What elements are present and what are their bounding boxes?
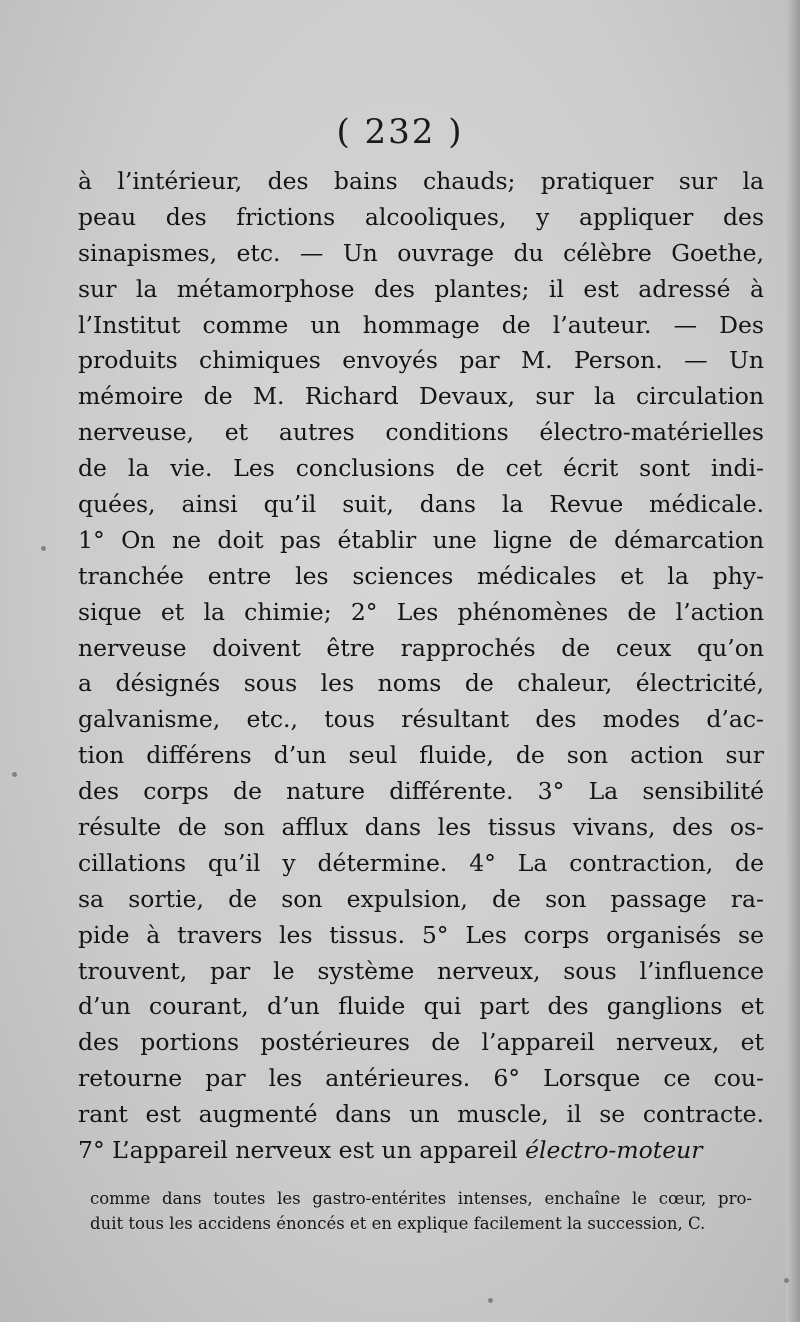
text-line: sinapismes, etc. — Un ouvrage du célèbre Goethe,	[78, 238, 764, 267]
text-line: de la vie. Les conclusions de cet écrit sont indi-	[78, 454, 764, 483]
text-line: trouvent, par le système nerveux, sous l’influence	[78, 956, 764, 985]
text-line: rant est augmenté dans un muscle, il se contracte.	[78, 1100, 764, 1129]
text-line: résulte de son afflux dans les tissus vivans, des os-	[78, 813, 764, 842]
text-line: sique et la chimie; 2° Les phénomènes de l’action	[78, 597, 764, 626]
text-line: tranchée entre les sciences médicales et la phy-	[78, 561, 764, 590]
footnote-line: comme dans toutes les gastro-entérites intenses, enchaîne le cœur, pro-	[90, 1189, 752, 1208]
text-line: peau des frictions alcooliques, y appliquer des	[78, 202, 764, 231]
last-line-text: 7° L’appareil nerveux est un appareil	[78, 1136, 526, 1165]
text-line: mémoire de M. Richard Devaux, sur la circulation	[78, 382, 764, 411]
text-line: tion différens d’un seul fluide, de son action sur	[78, 741, 764, 770]
text-line: nerveuse doivent être rapprochés de ceux qu’on	[78, 633, 764, 662]
text-line: pide à travers les tissus. 5° Les corps organisés se	[78, 920, 764, 949]
text-line: a désignés sous les noms de chaleur, électricité,	[78, 669, 764, 698]
text-line: galvanisme, etc., tous résultant des modes d’ac-	[78, 705, 764, 734]
paper-speck	[784, 1278, 789, 1283]
text-line: cillations qu’il y détermine. 4° La contraction, de	[78, 848, 764, 877]
text-line: sur la métamorphose des plantes; il est adressé à	[78, 274, 764, 303]
text-line: d’un courant, d’un fluide qui part des ganglions et	[78, 992, 764, 1021]
text-line: sa sortie, de son expulsion, de son passage ra-	[78, 884, 764, 913]
text-line: des corps de nature différente. 3° La sensibilité	[78, 777, 764, 806]
italic-term: électro-moteur	[525, 1136, 703, 1165]
footnote-line: duit tous les accidens énoncés et en explique facilement la succession, C.	[90, 1214, 706, 1233]
text-line: l’Institut comme un hommage de l’auteur. — Des	[78, 310, 764, 339]
text-line: 1° On ne doit pas établir une ligne de démarcation	[78, 525, 764, 554]
footnote	[90, 1186, 752, 1236]
text-line: nerveuse, et autres conditions électro-matérielles	[78, 418, 764, 447]
text-line: retourne par les antérieures. 6° Lorsque ce cou-	[78, 1064, 764, 1093]
text-line: à l’intérieur, des bains chauds; pratiquer sur la	[78, 167, 764, 195]
text-line-last	[78, 1133, 764, 1169]
text-line: des portions postérieures de l’appareil nerveux, et	[78, 1028, 764, 1057]
text-line: quées, ainsi qu’il suit, dans la Revue médicale.	[78, 490, 764, 519]
paper-speck	[12, 772, 17, 777]
page-number: ( 232 )	[336, 112, 464, 152]
paper-speck	[41, 546, 46, 551]
text-line: produits chimiques envoyés par M. Person. — Un	[78, 346, 764, 375]
paper-speck	[488, 1298, 493, 1303]
body-text	[78, 164, 764, 1169]
page-edge-shadow	[786, 0, 800, 1322]
